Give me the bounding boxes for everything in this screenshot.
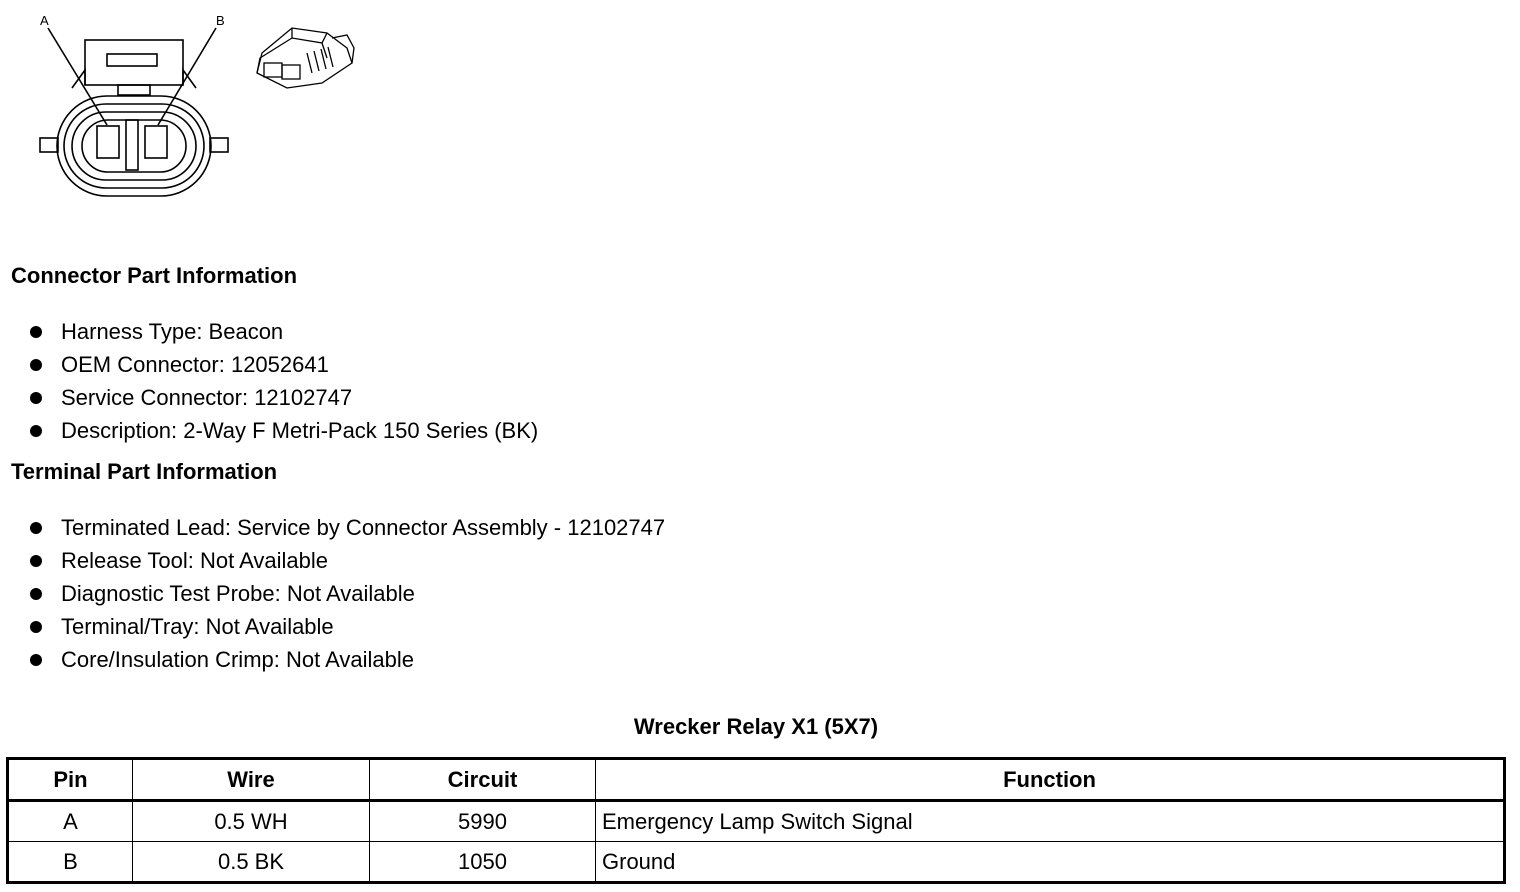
cell-pin: A xyxy=(8,801,133,842)
cell-function: Emergency Lamp Switch Signal xyxy=(596,801,1505,842)
list-item: Core/Insulation Crimp: Not Available xyxy=(28,643,665,676)
cell-wire: 0.5 WH xyxy=(133,801,370,842)
column-header-pin: Pin xyxy=(8,759,133,801)
list-item: OEM Connector: 12052641 xyxy=(28,348,538,381)
pinout-table xyxy=(6,757,1506,884)
terminal-part-info-list xyxy=(28,511,665,676)
cell-function: Ground xyxy=(596,842,1505,883)
list-item: Terminal/Tray: Not Available xyxy=(28,610,665,643)
connector-face-drawing xyxy=(30,8,370,208)
pin-label-b: B xyxy=(216,13,225,28)
column-header-circuit: Circuit xyxy=(370,759,596,801)
terminal-part-info-heading: Terminal Part Information xyxy=(11,459,278,484)
list-item: Harness Type: Beacon xyxy=(28,315,538,348)
list-item: Terminated Lead: Service by Connector Assembly - 12102747 xyxy=(28,511,665,544)
pin-label-a: A xyxy=(40,13,49,28)
cell-circuit: 1050 xyxy=(370,842,596,883)
connector-part-info-heading: Connector Part Information xyxy=(11,263,298,288)
connector-diagram xyxy=(30,8,370,208)
list-item: Service Connector: 12102747 xyxy=(28,381,538,414)
cell-pin: B xyxy=(8,842,133,883)
list-item: Release Tool: Not Available xyxy=(28,544,665,577)
table-row xyxy=(8,842,1505,883)
list-item: Description: 2-Way F Metri-Pack 150 Series (BK) xyxy=(28,414,538,447)
connector-part-info-list xyxy=(28,315,538,447)
table-row xyxy=(8,801,1505,842)
column-header-wire: Wire xyxy=(133,759,370,801)
table-title: Wrecker Relay X1 (5X7) xyxy=(633,714,879,739)
cell-wire: 0.5 BK xyxy=(133,842,370,883)
table-header-row xyxy=(8,759,1505,801)
list-item: Diagnostic Test Probe: Not Available xyxy=(28,577,665,610)
column-header-function: Function xyxy=(596,759,1505,801)
cell-circuit: 5990 xyxy=(370,801,596,842)
